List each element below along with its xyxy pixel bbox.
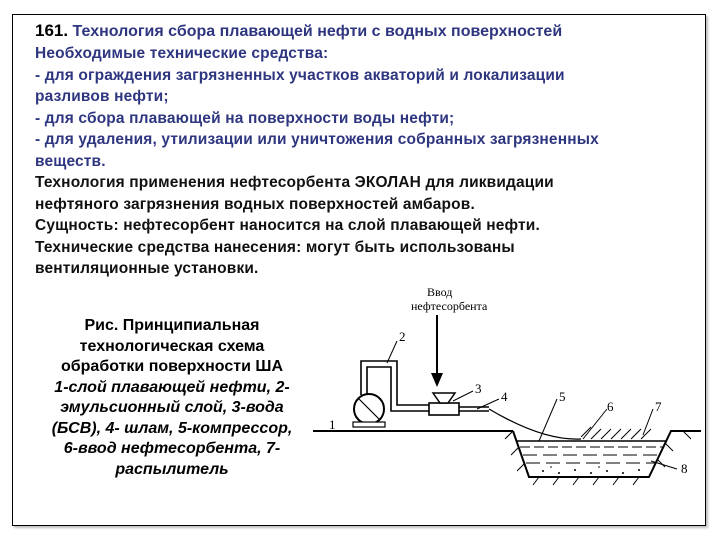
- input-label-line2: нефтесорбента: [411, 299, 488, 313]
- caption-legend-line: (БСВ), 4- шлам, 5-компрессор,: [51, 419, 293, 437]
- caption-legend-line: 6-ввод нефтесорбента, 7-: [63, 440, 281, 457]
- caption-title-line: обработки поверхности ША: [60, 358, 283, 375]
- caption-title-line: технологическая схема: [79, 337, 265, 355]
- diagram-number: 5: [559, 389, 566, 404]
- compressor: [353, 394, 385, 427]
- body-line: - для удаления, утилизации или уничтожения собранных загрязненных: [35, 131, 599, 148]
- body-line: Необходимые технические средства:: [35, 45, 329, 62]
- body-line: Технические средства нанесения: могут быть использованы: [35, 238, 515, 256]
- diagram-number: 6: [607, 399, 614, 414]
- figure-caption: [31, 316, 313, 480]
- caption-title-line: Рис. Принципиальная: [84, 317, 260, 334]
- slide-title-text: Технология сбора плавающей нефти с водных поверхностей: [72, 23, 563, 40]
- slide-title: [35, 21, 695, 42]
- caption-legend-line: распылитель: [115, 460, 229, 478]
- body-line: Сущность: нефтесорбент наносится на слой плавающей нефти.: [35, 217, 540, 234]
- body-line: вентиляционные установки.: [35, 260, 259, 277]
- input-label-line1: Ввод: [427, 285, 453, 299]
- body-line: Технология применения нефтесорбента ЭКОЛАН для ликвидации: [35, 174, 554, 191]
- body-line: - для ограждения загрязненных участков акваторий и локализации: [35, 66, 565, 84]
- slide-number: 161.: [35, 21, 69, 40]
- diagram-number: 2: [399, 329, 406, 344]
- body-line: нефтяного загрязнения водных поверхностей амбаров.: [35, 195, 475, 213]
- slide: [12, 14, 706, 526]
- hose: [489, 409, 581, 439]
- diagram-number: 3: [475, 381, 482, 396]
- body-text: [35, 43, 695, 280]
- pit: [313, 427, 701, 485]
- diagram-number: 8: [681, 461, 688, 476]
- diagram-number: 4: [501, 389, 508, 404]
- body-line: разливов нефти;: [35, 88, 169, 105]
- caption-legend-line: 1-слой плавающей нефти, 2-: [54, 378, 290, 396]
- mixer: [429, 393, 489, 415]
- caption-legend-line: эмульсионный слой, 3-вода: [60, 399, 284, 416]
- diagram-number: 7: [655, 399, 662, 414]
- input-arrow-icon: [431, 315, 443, 387]
- body-line: веществ.: [35, 152, 106, 170]
- process-diagram: [313, 281, 703, 507]
- diagram-number: 1: [329, 417, 336, 432]
- body-line: - для сбора плавающей на поверхности воды нефти;: [35, 109, 455, 127]
